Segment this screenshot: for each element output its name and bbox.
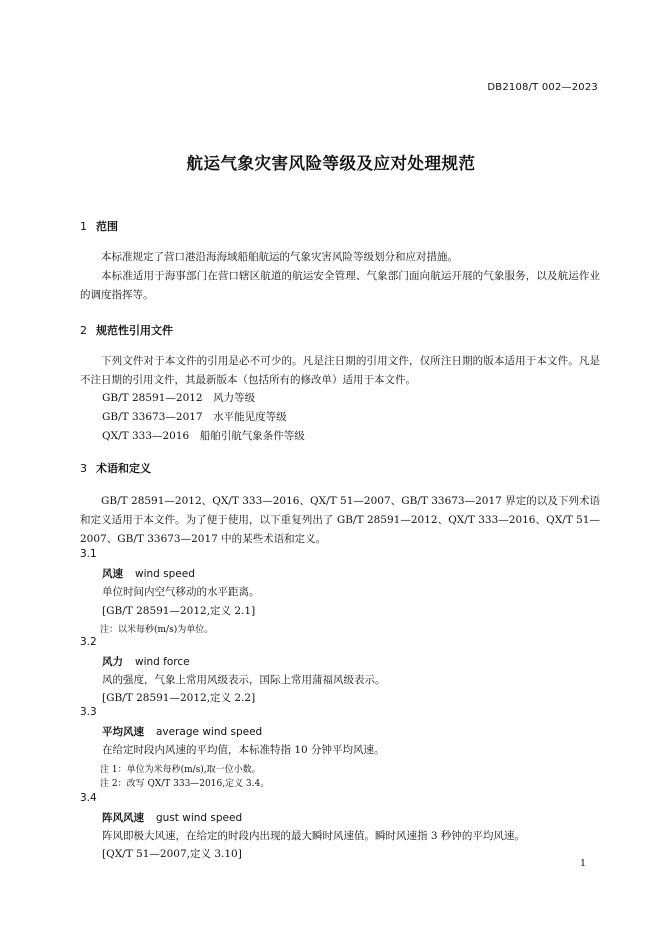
term-note: 注：以米每秒(m/s)为单位。 <box>100 625 214 635</box>
term-en: wind speed <box>135 568 195 580</box>
section-title: 范围 <box>96 220 118 233</box>
term-source: [GB/T 28591—2012,定义 2.1] <box>102 605 256 617</box>
normative-reference: GB/T 28591—2012 风力等级 <box>102 392 256 404</box>
term-definition: 阵风即极大风速，在给定的时段内出现的最大瞬时风速值。瞬时风速指 3 秒钟的平均风速。 <box>102 830 525 842</box>
term-heading <box>102 654 190 669</box>
term-en: average wind speed <box>156 726 263 738</box>
term-heading <box>102 810 242 825</box>
term-definition: 在给定时段内风速的平均值，本标准特指 10 分钟平均风速。 <box>102 744 385 756</box>
term-note: 注 2：改写 QX/T 333—2016,定义 3.4。 <box>100 779 270 789</box>
term-en: gust wind speed <box>156 812 243 824</box>
term-number: 3.4 <box>80 792 97 804</box>
section-1-heading <box>80 218 118 234</box>
section-1-paragraph-2: 本标准适用于海事部门在营口辖区航道的航运安全管理、气象部门面向航运开展的气象服务，以及航运作业的调度指挥等。 <box>80 270 600 301</box>
document-title: 航运气象灾害风险等级及应对处理规范 <box>186 154 476 173</box>
term-number: 3.1 <box>80 548 97 560</box>
section-number: 1 <box>80 220 87 233</box>
section-1-paragraph-1: 本标准规定了营口港沿海海域船舶航运的气象灾害风险等级划分和应对措施。 <box>101 251 458 263</box>
normative-reference: QX/T 333—2016 船舶引航气象条件等级 <box>102 430 305 442</box>
page-number: 1 <box>579 858 586 869</box>
term-definition: 风的强度，气象上常用风级表示，国际上常用蒲福风级表示。 <box>102 674 386 686</box>
section-3-heading <box>80 460 151 476</box>
term-number: 3.2 <box>80 636 97 648</box>
normative-reference: GB/T 33673—2017 水平能见度等级 <box>102 411 287 423</box>
term-zh: 风速 <box>102 568 123 580</box>
term-zh: 平均风速 <box>102 726 144 738</box>
term-zh: 阵风风速 <box>102 812 144 824</box>
section-number: 3 <box>80 462 87 475</box>
section-2-intro: 下列文件对于本文件的引用是必不可少的。凡是注日期的引用文件，仅所注日期的版本适用于本文件。凡是不注日期的引用文件，其最新版本（包括所有的修改单）适用于本文件。 <box>80 355 600 386</box>
section-number: 2 <box>80 324 87 337</box>
term-heading <box>102 724 262 739</box>
section-2-heading <box>80 322 173 338</box>
term-heading <box>102 566 195 581</box>
section-3-intro: GB/T 28591—2012、QX/T 333—2016、QX/T 51—2007、GB/T 33673—2017 界定的以及下列术语和定义适用于本文件。为了便于使用，以下重复列出了 GB/T 28591—2012、QX/T 333—2016、QX/T 51—2007、GB/T 33673—2017 中的某些术语和定义。 <box>80 495 600 545</box>
term-definition: 单位时间内空气移动的水平距离。 <box>102 586 260 598</box>
term-en: wind force <box>135 656 190 668</box>
term-zh: 风力 <box>102 656 123 668</box>
term-number: 3.3 <box>80 706 97 718</box>
section-title: 术语和定义 <box>96 462 151 475</box>
term-note: 注 1：单位为米每秒(m/s),取一位小数。 <box>100 765 261 775</box>
section-title: 规范性引用文件 <box>96 324 173 337</box>
term-source: [QX/T 51—2007,定义 3.10] <box>102 848 242 860</box>
term-source: [GB/T 28591—2012,定义 2.2] <box>102 692 256 704</box>
standard-code: DB2108/T 002—2023 <box>487 82 598 93</box>
